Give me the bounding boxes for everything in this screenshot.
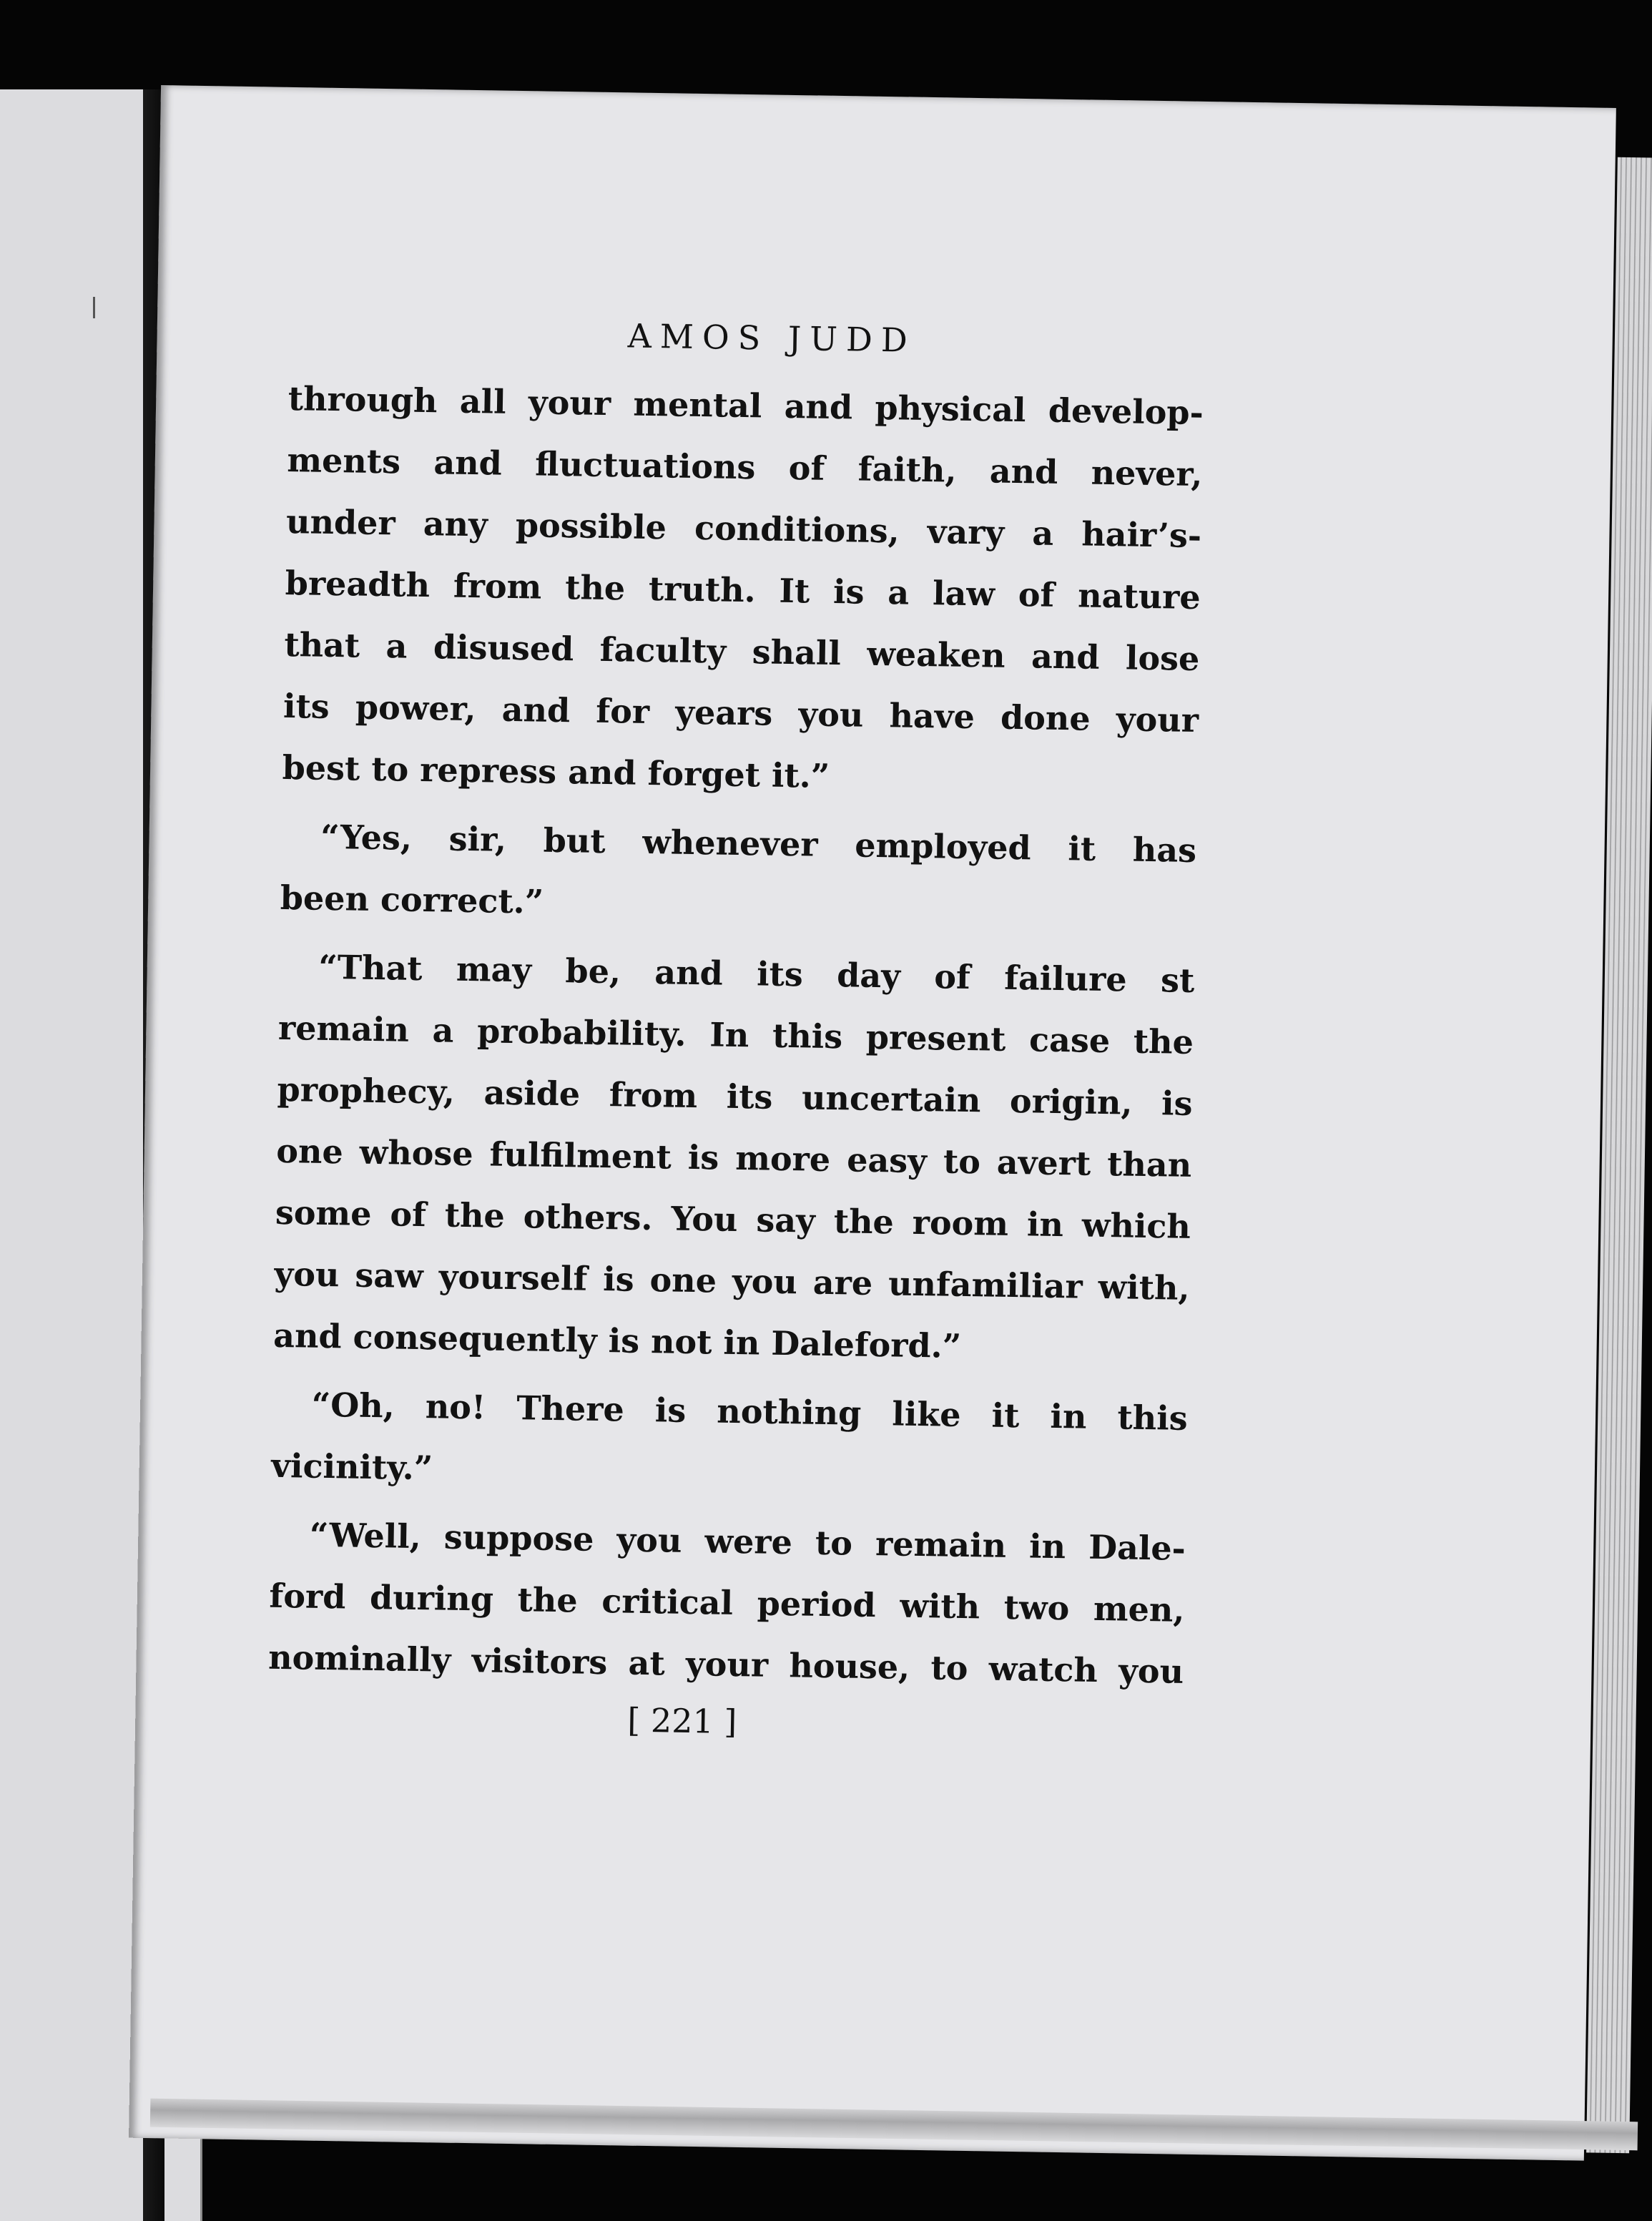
text-line: “Yes, sir, but whenever employed it has [320, 817, 1197, 871]
text-line: remain a probability. In this present case the [277, 1008, 1194, 1062]
text-line: “That may be, and its day of failure st [318, 947, 1195, 1000]
text-line: ford during the critical period with two men, [269, 1576, 1185, 1629]
paragraph [280, 805, 1197, 943]
text-line: through all your mental and physical develop- [287, 378, 1204, 433]
text-line: vicinity.” [270, 1446, 433, 1488]
text-line: that a disused faculty shall weaken and lose [284, 624, 1200, 679]
paragraph [273, 936, 1195, 1381]
text-line: some of the others. You say the room in which [275, 1192, 1191, 1246]
page-text-block [267, 300, 1205, 1748]
text-line: its power, and for years you have done your [282, 686, 1199, 740]
paragraph [271, 1373, 1189, 1511]
paper-mark [93, 297, 95, 318]
text-line: breadth from the truth. It is a law of nature [285, 563, 1201, 617]
text-line: you saw yourself is one you are unfamiliar with, [274, 1254, 1190, 1308]
text-line: best to repress and forget it.” [282, 747, 830, 795]
text-line: and consequently is not in Daleford.” [272, 1315, 962, 1366]
page-number: [ 221 ] [626, 1700, 737, 1742]
paragraph [268, 1504, 1186, 1702]
text-line: been correct.” [280, 878, 544, 921]
paragraph [282, 368, 1204, 813]
text-line: one whose fulfilment is more easy to avert than [275, 1131, 1192, 1185]
text-line: “Oh, no! There is nothing like it in this [311, 1385, 1189, 1438]
text-line: under any possible conditions, vary a hair’s- [285, 501, 1202, 556]
running-head: AMOS JUDD [627, 316, 917, 360]
text-line: ments and fluctuations of faith, and never, [287, 440, 1203, 494]
text-line: prophecy, aside from its uncertain origin, is [277, 1069, 1193, 1123]
text-line: “Well, suppose you were to remain in Dale- [309, 1515, 1186, 1568]
text-line: nominally visitors at your house, to watch you [267, 1637, 1184, 1691]
